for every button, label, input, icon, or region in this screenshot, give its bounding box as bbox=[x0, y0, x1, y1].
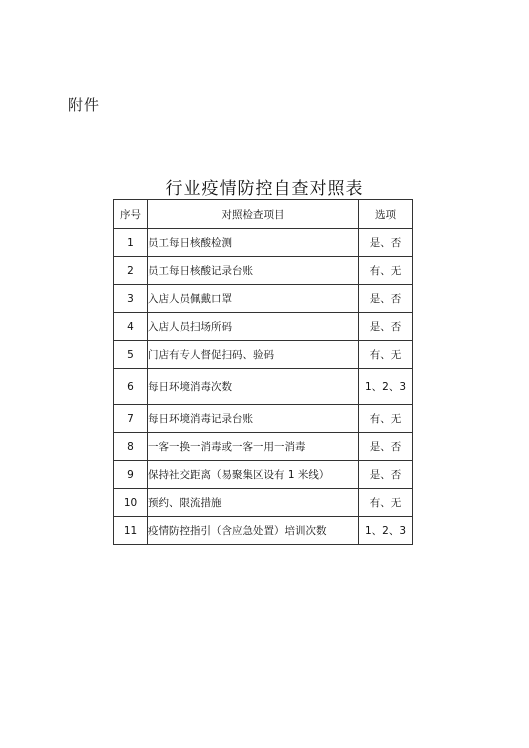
row-check-item: 门店有专人督促扫码、验码 bbox=[148, 341, 359, 369]
table-row bbox=[114, 341, 413, 369]
row-number: 5 bbox=[114, 341, 148, 369]
row-options: 有、无 bbox=[359, 257, 413, 285]
header-check-item: 对照检查项目 bbox=[148, 200, 359, 229]
table-row bbox=[114, 489, 413, 517]
row-check-item: 保持社交距离（易聚集区设有 1 米线） bbox=[148, 461, 359, 489]
row-number: 4 bbox=[114, 313, 148, 341]
document-title: 行业疫情防控自查对照表 bbox=[165, 179, 364, 199]
attachment-label: 附件 bbox=[68, 96, 101, 114]
row-number: 6 bbox=[114, 369, 148, 405]
table-row bbox=[114, 229, 413, 257]
row-check-item: 一客一换一消毒或一客一用一消毒 bbox=[148, 433, 359, 461]
table-row bbox=[114, 433, 413, 461]
row-options: 1、2、3 bbox=[359, 369, 413, 405]
row-options: 是、否 bbox=[359, 313, 413, 341]
row-number: 3 bbox=[114, 285, 148, 313]
row-options: 是、否 bbox=[359, 433, 413, 461]
row-number: 10 bbox=[114, 489, 148, 517]
row-check-item: 入店人员扫场所码 bbox=[148, 313, 359, 341]
row-check-item: 疫情防控指引（含应急处置）培训次数 bbox=[148, 517, 359, 545]
header-options: 选项 bbox=[359, 200, 413, 229]
table-header-row bbox=[114, 200, 413, 229]
table-row bbox=[114, 257, 413, 285]
row-check-item: 员工每日核酸记录台账 bbox=[148, 257, 359, 285]
self-check-table bbox=[113, 199, 413, 545]
row-check-item: 每日环境消毒记录台账 bbox=[148, 405, 359, 433]
table-row bbox=[114, 285, 413, 313]
table-row bbox=[114, 313, 413, 341]
header-number: 序号 bbox=[114, 200, 148, 229]
row-options: 是、否 bbox=[359, 285, 413, 313]
row-number: 8 bbox=[114, 433, 148, 461]
table-row bbox=[114, 461, 413, 489]
row-number: 9 bbox=[114, 461, 148, 489]
row-check-item: 员工每日核酸检测 bbox=[148, 229, 359, 257]
row-options: 有、无 bbox=[359, 341, 413, 369]
table-row bbox=[114, 517, 413, 545]
row-number: 2 bbox=[114, 257, 148, 285]
row-options: 有、无 bbox=[359, 405, 413, 433]
row-options: 有、无 bbox=[359, 489, 413, 517]
row-number: 1 bbox=[114, 229, 148, 257]
row-check-item: 每日环境消毒次数 bbox=[148, 369, 359, 405]
table-row bbox=[114, 405, 413, 433]
row-number: 7 bbox=[114, 405, 148, 433]
row-number: 11 bbox=[114, 517, 148, 545]
row-check-item: 入店人员佩戴口罩 bbox=[148, 285, 359, 313]
table-row bbox=[114, 369, 413, 405]
row-check-item: 预约、限流措施 bbox=[148, 489, 359, 517]
row-options: 是、否 bbox=[359, 461, 413, 489]
row-options: 是、否 bbox=[359, 229, 413, 257]
row-options: 1、2、3 bbox=[359, 517, 413, 545]
